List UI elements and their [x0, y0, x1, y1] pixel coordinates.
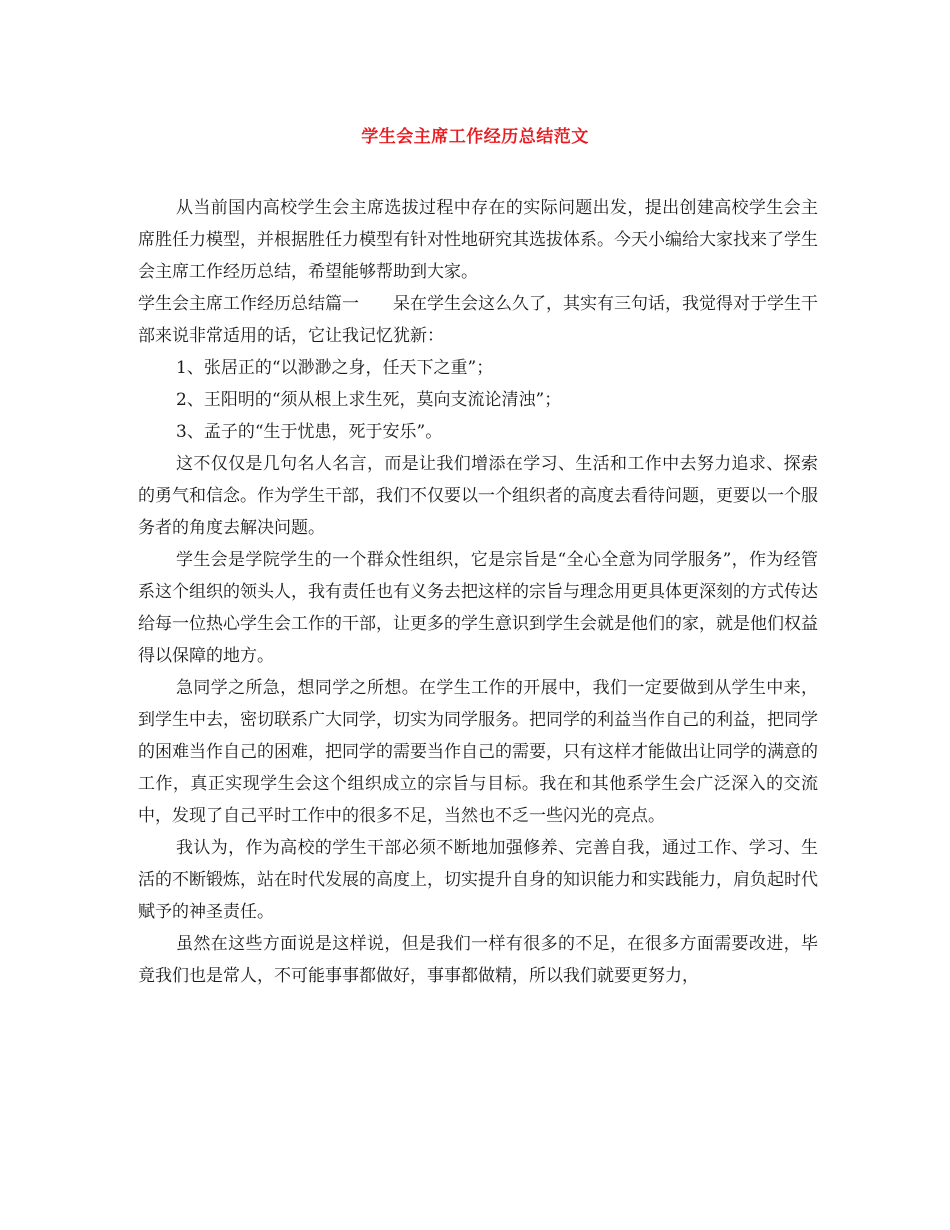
paragraph-courage: 这不仅仅是几句名人名言，而是让我们增添在学习、生活和工作中去努力追求、探索的勇气和信念。作为学生干部，我们不仅要以一个组织者的高度去看待问题，更要以一个服务者的角度去解决问题。	[138, 454, 818, 538]
paragraph-serve-students: 急同学之所急，想同学之所想。在学生工作的开展中，我们一定要做到从学生中来，到学生中去，密切联系广大同学，切实为同学服务。把同学的利益当作自己的利益，把同学的困难当作自己的困难，把同学的需要当作自己的需要，只有这样才能做出让同学的满意的工作，真正实现学生会这个组织成立的宗旨与目标。我在和其他系学生会广泛深入的交流中，发现了自己平时工作中的很多不足，当然也不乏一些闪光的亮点。	[138, 678, 818, 826]
document-title: 学生会主席工作经历总结范文	[361, 127, 589, 147]
paragraph-self-improvement: 我认为，作为高校的学生干部必须不断地加强修养、完善自我，通过工作、学习、生活的不断锻炼，站在时代发展的高度上，切实提升自身的知识能力和实践能力，肩负起时代赋予的神圣责任。	[138, 838, 818, 922]
paragraph-section-one-lead: 学生会主席工作经历总结篇一 呆在学生会这么久了，其实有三句话，我觉得对于学生干部来说非常适用的话，它让我记忆犹新：	[138, 294, 818, 346]
paragraph-intro: 从当前国内高校学生会主席选拔过程中存在的实际问题出发，提出创建高校学生会主席胜任力模型，并根据胜任力模型有针对性地研究其选拔体系。今天小编给大家找来了学生会主席工作经历总结，希望能够帮助到大家。	[138, 198, 818, 282]
quote-item-3: 3、孟子的“生于忧患，死于安乐”。	[176, 422, 443, 442]
paragraph-shortcomings: 虽然在这些方面说是这样说，但是我们一样有很多的不足，在很多方面需要改进，毕竟我们也是常人，不可能事事都做好，事事都做精，所以我们就要更努力，	[138, 934, 818, 986]
quote-item-1: 1、张居正的“以渺渺之身，任天下之重”；	[176, 358, 494, 378]
quote-item-2: 2、王阳明的“须从根上求生死，莫向支流论清浊”；	[176, 390, 562, 410]
paragraph-student-union: 学生会是学院学生的一个群众性组织，它是宗旨是“全心全意为同学服务”，作为经管系这个组织的领头人，我有责任也有义务去把这样的宗旨与理念用更具体更深刻的方式传达给每一位热心学生会工作的干部，让更多的学生意识到学生会就是他们的家，就是他们权益得以保障的地方。	[138, 550, 818, 666]
document-body	[138, 192, 818, 992]
